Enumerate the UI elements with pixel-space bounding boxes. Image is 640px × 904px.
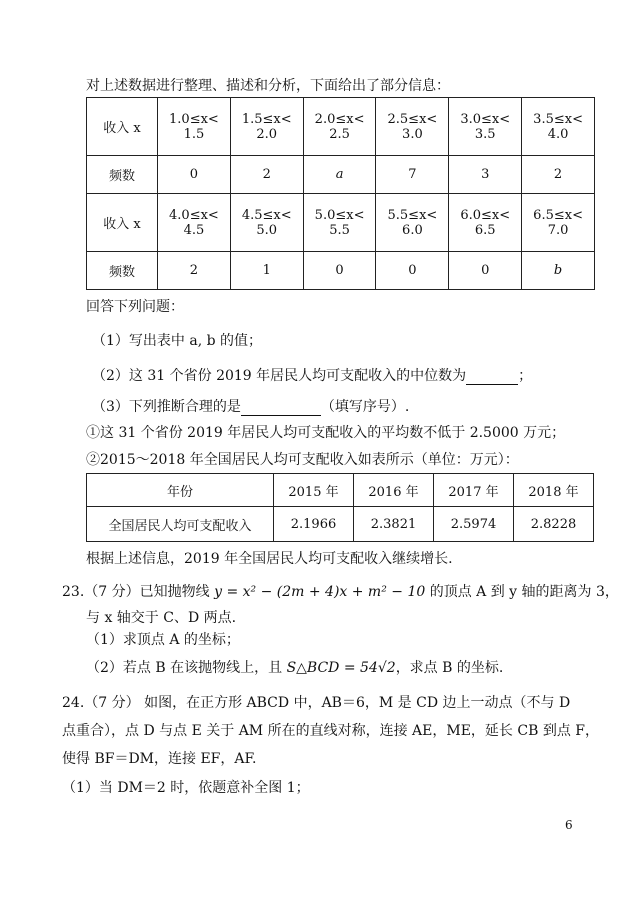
count-cell: 2 (230, 156, 303, 194)
problem-24-question-1: （1）当 DM＝2 时，依题意补全图 1； (62, 780, 310, 796)
interval-cell: 6.5≤x< 7.0 (522, 194, 595, 252)
income-label: 收入 x (87, 98, 158, 156)
answer-prompt: 回答下列问题： (86, 299, 184, 315)
year-cell: 2016 年 (354, 474, 434, 507)
income-label: 收入 x (87, 194, 158, 252)
problem-23-line-1: 23.（7 分）已知抛物线 y = x² − (2m + 4)x + m² − 10 的顶点 A 到 y 轴的距离为 3， (62, 584, 619, 600)
page-number: 6 (565, 818, 573, 832)
year-cell: 2018 年 (514, 474, 594, 507)
interval-cell: 1.5≤x< 2.0 (230, 98, 303, 156)
freq-row-2 (87, 252, 595, 290)
interval-cell: 4.5≤x< 5.0 (230, 194, 303, 252)
year-cell: 2017 年 (434, 474, 514, 507)
interval-cell: 6.0≤x< 6.5 (449, 194, 522, 252)
count-cell: 3 (449, 156, 522, 194)
count-cell: a (303, 156, 376, 194)
problem-23-line-2: 与 x 轴交于 C、D 两点. (86, 610, 237, 626)
area-formula: S△BCD = 54√2 (286, 660, 396, 676)
statement-1: ①这 31 个省份 2019 年居民人均可支配收入的平均数不低于 2.5000 万元； (86, 425, 566, 441)
income-row-label: 全国居民人均可支配收入 (87, 507, 274, 542)
income-value: 2.5974 (434, 507, 514, 542)
income-value: 2.1966 (274, 507, 354, 542)
freq-label: 频数 (87, 252, 158, 290)
problem-24-line-2: 点重合），点 D 与点 E 关于 AM 所在的直线对称，连接 AE，ME，延长 CB 到点 F， (62, 723, 599, 739)
income-value: 2.3821 (354, 507, 434, 542)
interval-cell: 2.5≤x< 3.0 (376, 98, 449, 156)
freq-row-1 (87, 156, 595, 194)
count-cell: 1 (230, 252, 303, 290)
intro-text: 对上述数据进行整理、描述和分析，下面给出了部分信息： (86, 78, 450, 94)
freq-label: 频数 (87, 156, 158, 194)
year-cell: 2015 年 (274, 474, 354, 507)
count-cell: 0 (449, 252, 522, 290)
answer-blank[interactable] (466, 366, 518, 385)
question-3: （3）下列推断合理的是 （填写序号）. (92, 399, 410, 415)
question-1: （1）写出表中 a, b 的值； (92, 333, 263, 349)
interval-cell: 1.0≤x< 1.5 (158, 98, 231, 156)
statement-2-conclusion: 根据上述信息，2019 年全国居民人均可支配收入继续增长. (86, 551, 453, 567)
problem-24-line-3: 使得 BF＝DM，连接 EF，AF. (62, 751, 257, 767)
interval-cell: 3.5≤x< 4.0 (522, 98, 595, 156)
income-row-1 (87, 98, 595, 156)
count-cell: 7 (376, 156, 449, 194)
interval-cell: 2.0≤x< 2.5 (303, 98, 376, 156)
income-value: 2.8228 (514, 507, 594, 542)
count-cell: b (522, 252, 595, 290)
national-income-table (86, 473, 594, 542)
income-row-2 (87, 194, 595, 252)
frequency-table (86, 97, 595, 290)
income-value-row (87, 507, 594, 542)
interval-cell: 5.5≤x< 6.0 (376, 194, 449, 252)
interval-cell: 4.0≤x< 4.5 (158, 194, 231, 252)
count-cell: 0 (303, 252, 376, 290)
problem-23-question-1: （1）求顶点 A 的坐标； (86, 632, 240, 648)
count-cell: 2 (158, 252, 231, 290)
statement-2: ②2015～2018 年全国居民人均可支配收入如表所示（单位：万元）： (86, 452, 519, 468)
year-label: 年份 (87, 474, 274, 507)
parabola-formula: y = x² − (2m + 4)x + m² − 10 (214, 584, 426, 600)
question-2: （2）这 31 个省份 2019 年居民人均可支配收入的中位数为 ； (92, 368, 533, 384)
year-header-row (87, 474, 594, 507)
count-cell: 0 (376, 252, 449, 290)
count-cell: 0 (158, 156, 231, 194)
problem-24-line-1: 24.（7 分） 如图，在正方形 ABCD 中，AB＝6，M 是 CD 边上一动点（不与 D (62, 695, 571, 711)
problem-23-question-2: （2）若点 B 在该抛物线上，且 S△BCD = 54√2，求点 B 的坐标. (86, 660, 504, 676)
interval-cell: 3.0≤x< 3.5 (449, 98, 522, 156)
interval-cell: 5.0≤x< 5.5 (303, 194, 376, 252)
answer-blank[interactable] (241, 397, 321, 416)
count-cell: 2 (522, 156, 595, 194)
